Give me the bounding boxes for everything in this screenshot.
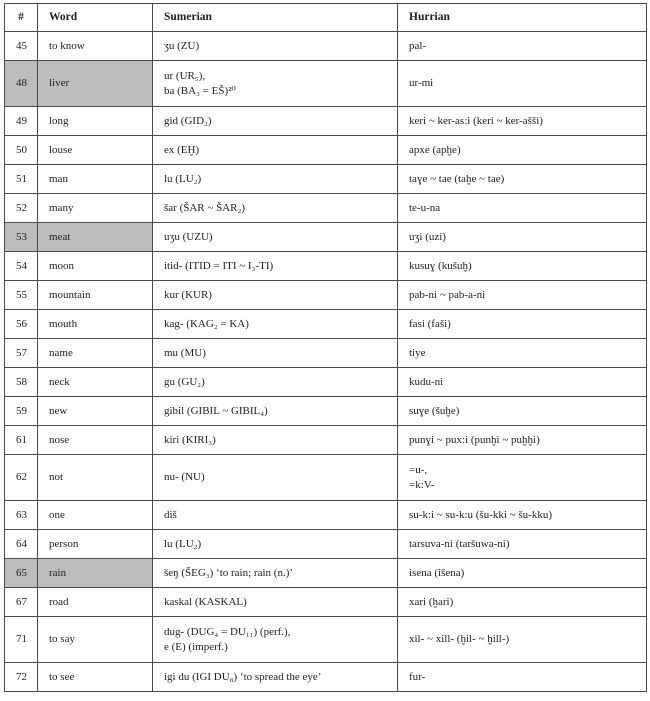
sumerian-form: nu- (NU)	[164, 471, 205, 483]
hurrian-cell	[398, 136, 647, 165]
sumerian-form: uʒu (UZU)	[164, 230, 213, 243]
english-word: not	[38, 455, 153, 501]
sumerian-form: ur (UR₅),	[164, 69, 206, 82]
sumerian-cell	[153, 455, 398, 501]
english-word: meat	[38, 223, 153, 252]
sumerian-cell	[153, 165, 398, 194]
sumerian-form: kiri (KIRI₃)	[164, 433, 216, 446]
sumerian-form: lu (LU₂)	[164, 172, 202, 185]
row-number: 71	[5, 617, 38, 663]
header-number: #	[5, 4, 38, 32]
vocabulary-table	[4, 3, 647, 692]
english-word: to say	[38, 617, 153, 663]
hurrian-cell	[398, 588, 647, 617]
sumerian-form: mu (MU)	[164, 346, 206, 359]
row-number: 63	[5, 501, 38, 530]
hurrian-form: pal-	[409, 39, 427, 52]
sumerian-cell	[153, 663, 398, 692]
row-number: 50	[5, 136, 38, 165]
table-row	[5, 32, 647, 61]
hurrian-form: keri ~ ker-as:i (keri ~ ker-ašši)	[409, 114, 543, 127]
hurrian-cell	[398, 194, 647, 223]
sumerian-form: diš	[164, 508, 177, 521]
english-word: man	[38, 165, 153, 194]
sumerian-cell	[153, 530, 398, 559]
row-number: 51	[5, 165, 38, 194]
hurrian-cell	[398, 501, 647, 530]
sumerian-cell	[153, 136, 398, 165]
hurrian-cell	[398, 397, 647, 426]
row-number: 57	[5, 339, 38, 368]
table-row	[5, 663, 647, 692]
row-number: 58	[5, 368, 38, 397]
sumerian-form: ba (BA₃ = EŠ)²⁰	[164, 84, 236, 97]
sumerian-cell	[153, 107, 398, 136]
english-word: many	[38, 194, 153, 223]
sumerian-form: gid (GID₂)	[164, 114, 212, 127]
english-word: to know	[38, 32, 153, 61]
hurrian-cell	[398, 223, 647, 252]
row-number: 61	[5, 426, 38, 455]
english-word: moon	[38, 252, 153, 281]
sumerian-form: kag- (KAG₂ = KA)	[164, 317, 249, 330]
english-word: to see	[38, 663, 153, 692]
english-word: name	[38, 339, 153, 368]
row-number: 65	[5, 559, 38, 588]
hurrian-form: pab-ni ~ pab-a-ni	[409, 288, 486, 301]
hurrian-form: isena (išena)	[409, 566, 465, 579]
sumerian-cell	[153, 61, 398, 107]
english-word: liver	[38, 61, 153, 107]
table-row	[5, 501, 647, 530]
row-number: 59	[5, 397, 38, 426]
hurrian-form: fasi (faši)	[409, 317, 451, 330]
table-row	[5, 588, 647, 617]
english-word: person	[38, 530, 153, 559]
hurrian-cell	[398, 61, 647, 107]
table-row	[5, 136, 647, 165]
hurrian-cell	[398, 165, 647, 194]
sumerian-form: e (E) (imperf.)	[164, 640, 228, 653]
row-number: 54	[5, 252, 38, 281]
hurrian-form: punɣi ~ pux:i (punḫi ~ puḫḫi)	[409, 433, 540, 446]
sumerian-cell	[153, 559, 398, 588]
hurrian-cell	[398, 530, 647, 559]
table-row	[5, 107, 647, 136]
hurrian-form: xari (ḫari)	[409, 595, 454, 608]
table-row	[5, 426, 647, 455]
english-word: neck	[38, 368, 153, 397]
table-row	[5, 455, 647, 501]
hurrian-cell	[398, 339, 647, 368]
sumerian-form: šeŋ (ŠEG₃) ‘to rain; rain (n.)’	[164, 566, 294, 579]
sumerian-cell	[153, 588, 398, 617]
sumerian-cell	[153, 281, 398, 310]
header-row	[5, 4, 647, 32]
sumerian-cell	[153, 339, 398, 368]
sumerian-cell	[153, 397, 398, 426]
hurrian-form: ur-mi	[409, 77, 434, 89]
row-number: 56	[5, 310, 38, 339]
sumerian-cell	[153, 32, 398, 61]
row-number: 53	[5, 223, 38, 252]
row-number: 72	[5, 663, 38, 692]
table-row	[5, 165, 647, 194]
header-word: Word	[38, 4, 153, 32]
hurrian-cell	[398, 663, 647, 692]
sumerian-cell	[153, 368, 398, 397]
english-word: mouth	[38, 310, 153, 339]
hurrian-form: taɣe ~ tae (taḫe ~ tae)	[409, 172, 505, 185]
sumerian-form: kur (KUR)	[164, 288, 212, 301]
table-row	[5, 252, 647, 281]
english-word: louse	[38, 136, 153, 165]
english-word: rain	[38, 559, 153, 588]
english-word: long	[38, 107, 153, 136]
row-number: 52	[5, 194, 38, 223]
hurrian-form: su-k:i ~ su-k:u (šu-kki ~ šu-kku)	[409, 508, 552, 521]
sumerian-cell	[153, 223, 398, 252]
hurrian-cell	[398, 32, 647, 61]
hurrian-form: tarsuva-ni (taršuwa-ni)	[409, 537, 510, 550]
hurrian-form: xil- ~ xill- (ḫil- ~ ḫill-)	[409, 633, 510, 645]
sumerian-form: gibil (GIBIL ~ GIBIL₄)	[164, 404, 268, 417]
hurrian-cell	[398, 281, 647, 310]
hurrian-form: tiye	[409, 346, 426, 359]
hurrian-form: =k:V-	[409, 478, 435, 491]
english-word: one	[38, 501, 153, 530]
sumerian-cell	[153, 617, 398, 663]
english-word: nose	[38, 426, 153, 455]
hurrian-cell	[398, 559, 647, 588]
header-sumerian: Sumerian	[153, 4, 398, 32]
table-row	[5, 368, 647, 397]
table-row	[5, 194, 647, 223]
row-number: 67	[5, 588, 38, 617]
sumerian-form: šar (ŠAR ~ ŠAR₂)	[164, 201, 245, 214]
table-row	[5, 530, 647, 559]
hurrian-cell	[398, 368, 647, 397]
hurrian-form: kudu-ni	[409, 375, 444, 388]
hurrian-cell	[398, 617, 647, 663]
table-row	[5, 281, 647, 310]
english-word: road	[38, 588, 153, 617]
sumerian-form: ex (EḪ)	[164, 143, 200, 156]
hurrian-form: fur-	[409, 670, 426, 683]
hurrian-form: apxe (apḫe)	[409, 143, 461, 156]
table-row	[5, 310, 647, 339]
table-row	[5, 223, 647, 252]
header-hurrian: Hurrian	[398, 4, 647, 32]
row-number: 55	[5, 281, 38, 310]
table-row	[5, 617, 647, 663]
row-number: 48	[5, 61, 38, 107]
hurrian-cell	[398, 252, 647, 281]
hurrian-form: kusuɣ (kušuḫ)	[409, 259, 472, 272]
english-word: new	[38, 397, 153, 426]
table-row	[5, 397, 647, 426]
table-row	[5, 339, 647, 368]
sumerian-cell	[153, 310, 398, 339]
hurrian-form: suɣe (šuḫe)	[409, 404, 460, 417]
sumerian-cell	[153, 426, 398, 455]
sumerian-cell	[153, 194, 398, 223]
sumerian-form: dug- (DUG₄ = DU₁₁) (perf.),	[164, 625, 291, 638]
english-word: mountain	[38, 281, 153, 310]
hurrian-form: =u-,	[409, 463, 428, 476]
sumerian-form: igi du (IGI DU₈) ‘to spread the eye’	[164, 670, 322, 683]
sumerian-form: ʒu (ZU)	[164, 39, 200, 52]
sumerian-form: itid- (ITID = ITI ~ I₃-TI)	[164, 259, 274, 272]
sumerian-form: kaskal (KASKAL)	[164, 595, 247, 608]
row-number: 62	[5, 455, 38, 501]
table-row	[5, 559, 647, 588]
row-number: 45	[5, 32, 38, 61]
sumerian-form: gu (GU₂)	[164, 375, 205, 388]
hurrian-cell	[398, 426, 647, 455]
sumerian-cell	[153, 252, 398, 281]
sumerian-cell	[153, 501, 398, 530]
hurrian-form: uʒi (uzi)	[409, 230, 446, 243]
row-number: 49	[5, 107, 38, 136]
hurrian-cell	[398, 107, 647, 136]
hurrian-cell	[398, 455, 647, 501]
row-number: 64	[5, 530, 38, 559]
hurrian-cell	[398, 310, 647, 339]
sumerian-form: lu (LU₂)	[164, 537, 202, 550]
hurrian-form: te-u-na	[409, 201, 441, 214]
table-row	[5, 61, 647, 107]
table-body	[5, 32, 647, 692]
